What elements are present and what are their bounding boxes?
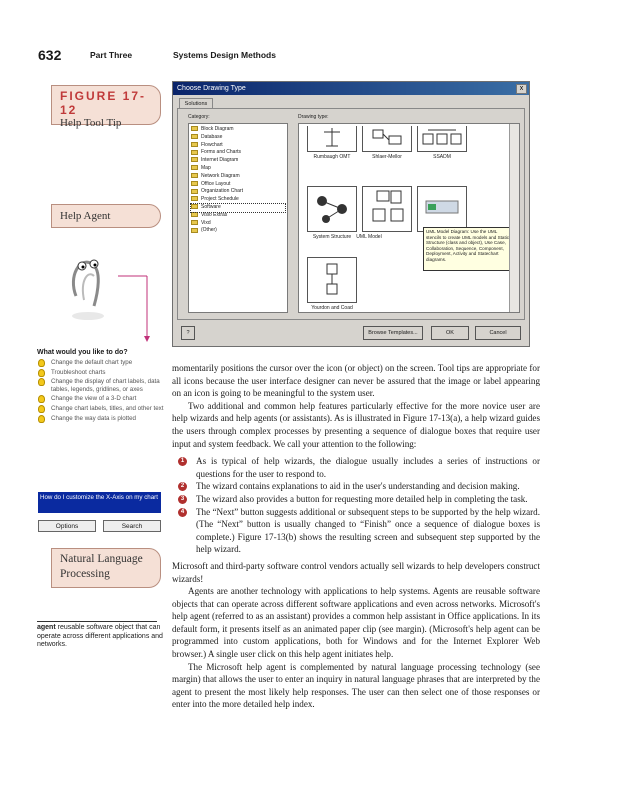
tile-caption: Shlaer-Mellor	[372, 154, 402, 160]
assistant-option[interactable]: Change the view of a 3-D chart	[48, 395, 168, 403]
glossary-term: agent	[37, 624, 56, 631]
folder-icon	[191, 157, 198, 162]
list-item[interactable]: Project Schedule	[191, 196, 285, 204]
list-item[interactable]: Flowchart	[191, 142, 285, 150]
numbered-item: 3 The wizard also provides a button for requesting more detailed help in completing the task.	[172, 493, 540, 506]
number-badge: 4	[178, 508, 187, 517]
number-badge: 3	[178, 495, 187, 504]
numbered-item: 1 As is typical of help wizards, the dialogue usually includes a series of instructions or questions for the user to respond to.	[172, 455, 540, 480]
tile-shlaer-mellor[interactable]	[362, 126, 412, 152]
tile-other[interactable]	[417, 186, 467, 232]
folder-icon	[191, 196, 198, 201]
folder-icon	[191, 126, 198, 131]
list-item[interactable]: Visio Extras	[191, 212, 285, 220]
tile-uml-model[interactable]	[362, 186, 412, 232]
tab-solutions[interactable]: Solutions	[179, 98, 213, 109]
close-button[interactable]: x	[516, 84, 527, 94]
help-button[interactable]: ?	[181, 326, 195, 340]
paragraph: momentarily positions the cursor over the icon (or object) on the screen. Tool tips are appropriate for all icons because the user interface designer can never be assured that the image or label appearing on an icon is going to be meaningful to the system user.	[172, 363, 540, 399]
paragraph: Two additional and common help features particularly effective for the more novice user are help wizards and help agents (or assistants). As is illustrated in Figure 17-13(a), a help wizard guides the users through complex processes by presenting a sequence of dialogue boxes that require user input and system feedback. We call your attention to the following:	[172, 400, 540, 449]
list-item[interactable]: Vixd	[191, 220, 285, 228]
ok-button[interactable]: OK	[431, 326, 469, 340]
folder-icon	[191, 173, 198, 178]
paperclip-agent-icon	[58, 236, 168, 348]
assistant-option[interactable]: Troubleshoot charts	[48, 369, 168, 377]
running-title: Systems Design Methods	[173, 50, 276, 60]
lightbulb-icon	[38, 395, 45, 403]
body-text	[172, 362, 540, 711]
category-list[interactable]	[188, 123, 288, 313]
tab-panel	[177, 108, 525, 320]
numbered-item: 4 The “Next” button suggests additional or subsequent steps to be supported by the help wizard. (The “Next” button is usually changed to “Finish” once a sequence of dialogue boxes is complete.) Figure 17-13(b) shows the resulting screen and subsequent step supported by the help wizard.	[172, 506, 540, 556]
lightbulb-icon	[38, 378, 45, 386]
tile-rumbaugh[interactable]	[307, 126, 357, 152]
folder-icon	[191, 142, 198, 147]
list-item[interactable]: Block Diagram	[191, 126, 285, 134]
glossary-entry	[37, 624, 165, 650]
list-item[interactable]: Organization Chart	[191, 188, 285, 196]
page-number: 632	[38, 47, 62, 63]
help-agent-tag: Help Agent	[51, 204, 161, 228]
list-item[interactable]: (Other)	[191, 227, 285, 235]
list-item[interactable]: Network Diagram	[191, 173, 285, 181]
list-item[interactable]: Internet Diagram	[191, 157, 285, 165]
figure-label: FIGURE 17-12	[60, 89, 147, 117]
number-badge: 2	[178, 482, 187, 491]
lightbulb-icon	[38, 415, 45, 423]
paragraph: Agents are another technology with applications to help systems. Agents are reusable software objects that can operate across different software applications and even across networks. Microsoft's help agent (referred to as an assistant) provides a common help assistant in Office applications. In its default form, it presents itself as an animated paper clip (see margin). (Microsoft's help agent can be programmed into custom applications, both for Windows and for the Internet Explorer Web browser.) A single user click on this help agent initiates help.	[172, 586, 540, 660]
tile-caption: UML Model	[356, 234, 382, 240]
folder-icon	[191, 212, 198, 217]
folder-icon	[191, 134, 198, 139]
assistant-query-input[interactable]: How do I customize the X-Axis on my chart	[38, 492, 161, 513]
figure-tag	[51, 85, 161, 129]
list-item[interactable]: Forms and Charts	[191, 149, 285, 157]
folder-open-icon	[191, 204, 198, 209]
folder-icon	[191, 181, 198, 186]
dialog-title: Choose Drawing Type	[177, 85, 246, 92]
folder-icon	[191, 150, 198, 155]
dialog-titlebar	[173, 82, 529, 95]
folder-icon	[191, 189, 198, 194]
lightbulb-icon	[38, 405, 45, 413]
tile-ssadm[interactable]	[417, 126, 467, 152]
tooltip: UML Model Diagram: Use the UML stencils to create UML models and Static Structure (class and object), Use Case, Collaboration, Sequence, Component, Deployment, Activity and Statechart diagrams.	[423, 227, 515, 271]
choose-drawing-type-dialog	[172, 81, 530, 347]
assistant-option[interactable]: Change the way data is plotted	[48, 415, 168, 423]
list-item-selected[interactable]: Software	[191, 204, 285, 212]
folder-icon	[191, 228, 198, 233]
cancel-button[interactable]: Cancel	[475, 326, 521, 340]
glossary-definition: reusable software object that can operate across different applications and networks.	[37, 624, 163, 649]
drawing-type-panel	[298, 123, 520, 313]
browse-templates-button[interactable]: Browse Templates...	[363, 326, 423, 340]
numbered-item: 2 The wizard contains explanations to aid in the user's understanding and decision making.	[172, 480, 540, 493]
glossary-rule	[37, 621, 157, 622]
tile-caption: SSADM	[433, 154, 451, 160]
assistant-option[interactable]: Change the default chart type	[48, 359, 168, 367]
folder-icon	[191, 220, 198, 225]
list-item[interactable]: Database	[191, 134, 285, 142]
list-item[interactable]: Office Layout	[191, 181, 285, 189]
folder-icon	[191, 165, 198, 170]
tile-caption: Rumbaugh OMT	[313, 154, 351, 160]
lightbulb-icon	[38, 359, 45, 367]
assistant-question: What would you like to do?	[37, 349, 128, 356]
natural-language-tag: Natural Language Processing	[51, 548, 161, 588]
paragraph: The Microsoft help agent is complemented by natural language processing technology (see margin) that allows the user to enter an inquiry in natural language phrases that are interpreted by the agent to present the most likely help responses. The user can then select one of those responses or enter into the more detailed help index.	[172, 661, 540, 710]
scrollbar[interactable]	[509, 124, 519, 312]
part-label: Part Three	[90, 50, 133, 60]
drawing-type-label: Drawing type:	[298, 114, 329, 120]
number-badge: 1	[178, 457, 187, 466]
search-button[interactable]: Search	[103, 520, 161, 532]
tile-caption: Yourdon and Coad	[311, 305, 353, 311]
lightbulb-icon	[38, 369, 45, 377]
figure-caption: Help Tool Tip	[60, 117, 122, 129]
assistant-option[interactable]: Change chart labels, titles, and other text	[48, 405, 168, 413]
tile-caption: System Structure	[312, 234, 352, 240]
assistant-option[interactable]: Change the display of chart labels, data tables, legends, gridlines, or axes	[48, 378, 168, 393]
tile-yourdon[interactable]	[307, 257, 357, 303]
paragraph: Microsoft and third-party software control vendors actually sell wizards to help developers construct wizards!	[172, 560, 540, 584]
options-button[interactable]: Options	[38, 520, 96, 532]
assistant-options	[48, 359, 168, 424]
category-label: Category:	[188, 114, 210, 120]
tile-system-structure[interactable]	[307, 186, 357, 232]
list-item[interactable]: Map	[191, 165, 285, 173]
